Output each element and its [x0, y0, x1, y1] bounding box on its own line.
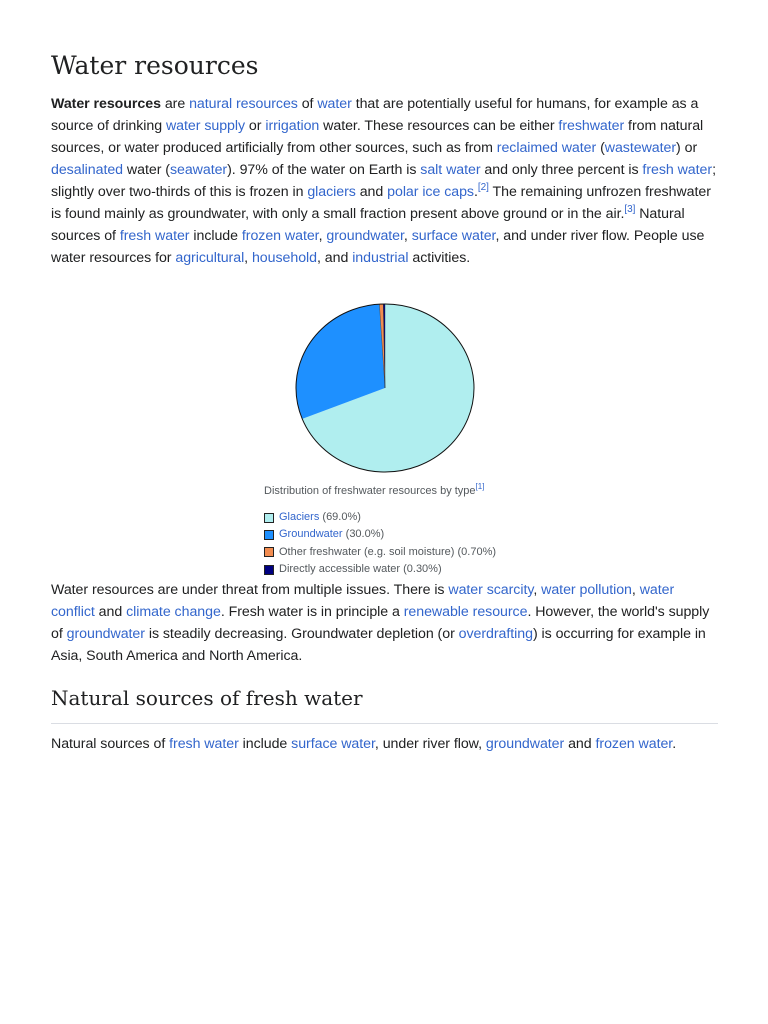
link-groundwater[interactable]: groundwater — [326, 228, 404, 244]
text: , and under river flow. People use water resources for — [51, 228, 705, 266]
link-natural-resources[interactable]: natural resources — [189, 96, 298, 112]
link-water-conflict[interactable]: water conflict — [51, 582, 675, 620]
text: , — [403, 228, 412, 244]
legend-label: Directly accessible water — [279, 562, 401, 575]
text: that are potentially useful for humans, for example as a source of drinking — [51, 96, 699, 134]
link-groundwater-2[interactable]: groundwater — [66, 626, 145, 642]
text: water ( — [123, 162, 170, 178]
bold-term: Water resources — [51, 96, 161, 112]
text: , — [631, 582, 640, 598]
link-wastewater[interactable]: wastewater — [604, 140, 677, 156]
reference-2[interactable] — [478, 182, 489, 193]
text: , — [244, 250, 252, 266]
text: and only three percent is — [480, 162, 643, 178]
legend-value: (69.0%) — [319, 511, 361, 523]
text: , under river flow, — [374, 736, 486, 752]
text: and — [355, 184, 388, 200]
link-reclaimed-water[interactable]: reclaimed water — [496, 140, 597, 156]
text: . Fresh water is in principle a — [220, 604, 404, 620]
text: of — [297, 96, 318, 112]
legend-item — [264, 544, 496, 561]
reference-2-link[interactable]: [2] — [477, 182, 489, 193]
text: or — [245, 118, 266, 134]
legend-label: Other freshwater (e.g. soil moisture) — [279, 545, 455, 558]
link-salt-water[interactable]: salt water — [420, 162, 481, 178]
reference-1-link[interactable]: [1] — [475, 482, 485, 491]
pie-chart — [295, 303, 475, 473]
text: ) is occurring for example in Asia, South America and North America. — [51, 626, 706, 664]
link-groundwater-3[interactable]: groundwater — [485, 736, 565, 752]
link-polar-ice-caps[interactable]: polar ice caps — [387, 184, 474, 200]
text: , — [533, 582, 542, 598]
legend-swatch — [264, 565, 274, 575]
page-title: Water resources — [51, 51, 259, 80]
text: Natural sources of — [51, 206, 685, 244]
text: activities. — [408, 250, 471, 266]
link-water-pollution[interactable]: water pollution — [541, 582, 632, 598]
link-surface-water[interactable]: surface water — [411, 228, 496, 244]
text: Water resources are under threat from multiple issues. There is — [51, 582, 449, 598]
legend-swatch — [264, 530, 274, 540]
link-household[interactable]: household — [251, 250, 317, 266]
text: from natural sources, or water produced artificially from other sources, such as from — [51, 118, 704, 156]
legend-swatch — [264, 547, 274, 557]
link-irrigation[interactable]: irrigation — [265, 118, 320, 134]
text: ; slightly over two-thirds of this is frozen in — [51, 162, 716, 200]
link-freshwater[interactable]: freshwater — [558, 118, 625, 134]
reference-1[interactable] — [476, 482, 485, 491]
text: and — [94, 604, 127, 620]
reference-3-link[interactable]: [3] — [624, 204, 636, 215]
legend-label[interactable]: Glaciers — [279, 511, 320, 523]
link-fresh-water[interactable]: fresh water — [642, 162, 713, 178]
legend-swatch — [264, 513, 274, 523]
reference-3[interactable] — [624, 204, 635, 215]
text: include — [238, 736, 292, 752]
legend-value: (30.0%) — [342, 528, 385, 541]
legend-value: (0.30%) — [400, 562, 442, 575]
text: and — [564, 736, 596, 752]
sources-paragraph — [51, 733, 718, 755]
text: , — [318, 228, 327, 244]
intro-paragraph — [51, 93, 718, 269]
link-fresh-water-2[interactable]: fresh water — [119, 228, 190, 244]
link-glaciers[interactable]: glaciers — [307, 184, 356, 200]
link-overdrafting[interactable]: overdrafting — [458, 626, 533, 642]
text: . — [672, 736, 677, 752]
text: , and — [317, 250, 353, 266]
legend-item — [264, 561, 496, 578]
chart-title: Distribution of freshwater resources by type — [264, 485, 476, 497]
text: . — [473, 184, 478, 200]
chart-caption — [264, 484, 484, 498]
link-surface-water-2[interactable]: surface water — [291, 736, 375, 752]
link-frozen-water-2[interactable]: frozen water — [595, 736, 673, 752]
legend-label[interactable]: Groundwater — [279, 528, 343, 541]
text: ). 97% of the water on Earth is — [227, 162, 421, 178]
link-industrial[interactable]: industrial — [352, 250, 409, 266]
legend-value: (0.70%) — [454, 545, 497, 558]
pie-chart-figure — [51, 303, 718, 573]
text: Natural sources of — [51, 736, 170, 752]
link-water-scarcity[interactable]: water scarcity — [448, 582, 534, 598]
link-fresh-water-3[interactable]: fresh water — [169, 736, 239, 752]
text: ) or — [676, 140, 698, 156]
chart-legend — [264, 509, 496, 578]
link-seawater[interactable]: seawater — [169, 162, 228, 178]
link-water[interactable]: water — [317, 96, 352, 112]
link-agricultural[interactable]: agricultural — [175, 250, 245, 266]
link-desalinated[interactable]: desalinated — [51, 162, 124, 178]
text: The remaining unfrozen freshwater is found mainly as groundwater, with only a small fraction present above ground or in the air. — [51, 184, 711, 222]
section-heading-natural-sources: Natural sources of fresh water — [51, 684, 718, 724]
legend-item — [264, 526, 496, 543]
link-renewable-resource[interactable]: renewable resource — [403, 604, 528, 620]
link-climate-change[interactable]: climate change — [126, 604, 221, 620]
legend-item — [264, 509, 496, 526]
text: is steadily decreasing. Groundwater depletion (or — [144, 626, 459, 642]
text: are — [160, 96, 190, 112]
text: . However, the world's supply of — [51, 604, 710, 642]
text: ( — [596, 140, 605, 156]
link-water-supply[interactable]: water supply — [165, 118, 246, 134]
text: include — [189, 228, 242, 244]
link-frozen-water[interactable]: frozen water — [241, 228, 319, 244]
text: water. These resources can be either — [319, 118, 559, 134]
threat-paragraph — [51, 579, 718, 667]
